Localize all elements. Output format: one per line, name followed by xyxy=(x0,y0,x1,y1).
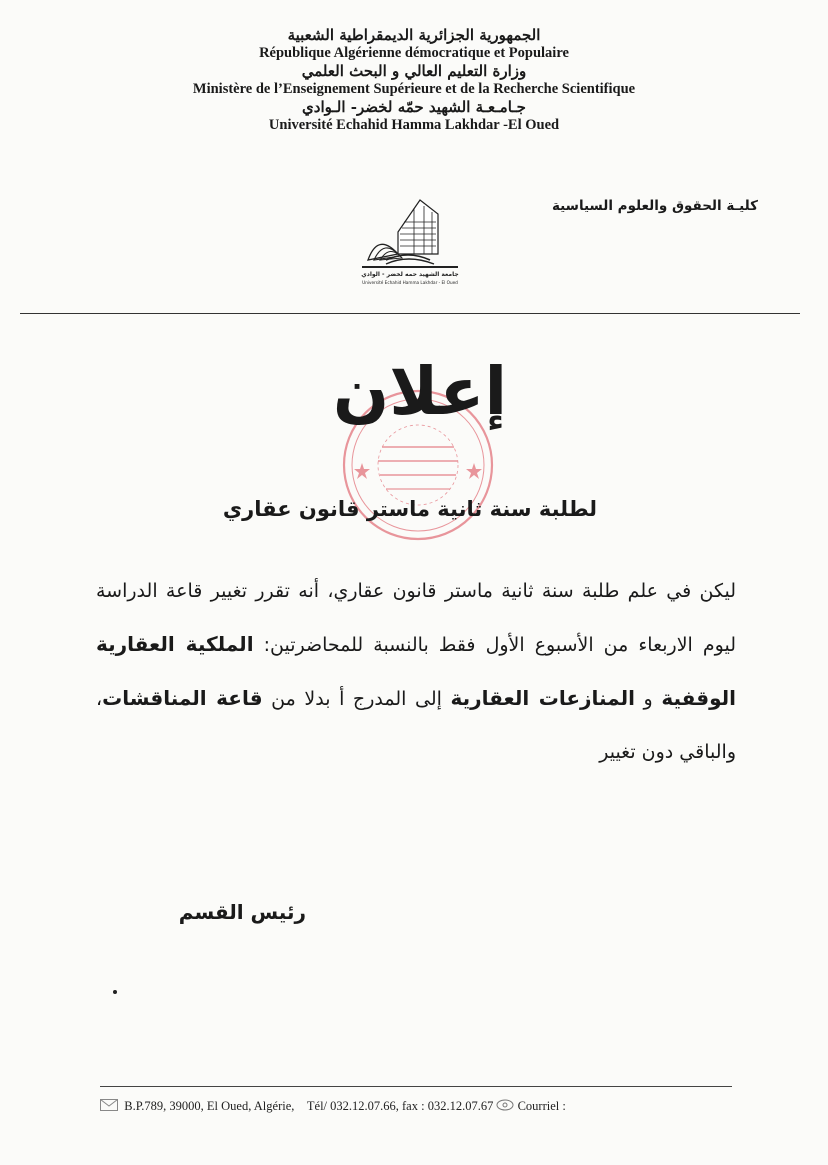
announcement-title: إعلان xyxy=(332,353,508,430)
header-country-fr: République Algérienne démocratique et Populaire xyxy=(259,45,569,61)
university-logo xyxy=(358,192,462,288)
footer-divider xyxy=(100,1086,732,1087)
envelope-icon xyxy=(100,1099,118,1115)
announcement-body xyxy=(96,565,736,779)
at-icon xyxy=(496,1099,514,1115)
footer-phone-fax: Tél/ 032.12.07.66, fax : 032.12.07.67 xyxy=(306,1099,494,1113)
footer-address: B.P.789, 39000, El Oued, Algérie, xyxy=(124,1099,295,1113)
document-footer xyxy=(100,1099,566,1115)
document-header xyxy=(0,26,828,134)
room-name-bold: قاعة المناقشات xyxy=(102,686,263,710)
announcement-subtitle: لطلبة سنة ثانية ماستر قانون عقاري xyxy=(222,497,598,521)
body-text-part: و xyxy=(634,688,662,710)
body-text-part: إلى المدرج أ بدلا من xyxy=(262,688,451,710)
ink-dot xyxy=(113,990,117,994)
logo-caption-ar: جامعة الشهيد حمه لخضر - الوادي xyxy=(361,271,459,278)
header-ministry-ar: وزارة التعليم العالي و البحث العلمي xyxy=(301,62,527,80)
faculty-name: كليـة الحقوق والعلوم السياسية xyxy=(551,198,758,214)
header-country-ar: الجمهورية الجزائرية الديمقراطية الشعبية xyxy=(287,26,541,44)
signature-title: رئيس القسم xyxy=(178,900,306,924)
header-university-ar: جـامـعـة الشهيد حمّه لخضر- الـوادي xyxy=(302,98,526,116)
course-name-bold: المنازعات العقارية xyxy=(450,686,635,710)
header-ministry-fr: Ministère de l’Enseignement Supérieure et de la Recherche Scientifique xyxy=(192,81,636,97)
header-divider xyxy=(20,313,800,314)
course-name-bold: الملكية العقارية الوقفية xyxy=(96,632,737,710)
body-text-part: ليكن في علم طلبة سنة ثانية ماستر قانون عقاري، أنه تقرر تغيير قاعة الدراسة ليوم الاربعاء من الأسبوع الأول فقط بالنسبة للمحاضرتين: xyxy=(96,580,736,656)
footer-email-label: Courriel : xyxy=(517,1099,566,1113)
body-text-part: ، والباقي دون تغيير xyxy=(96,688,736,763)
logo-caption-fr: Université Echahid Hamma Lakhdar - El Oued xyxy=(362,280,458,285)
header-university-fr: Université Echahid Hamma Lakhdar -El Oued xyxy=(268,117,560,133)
